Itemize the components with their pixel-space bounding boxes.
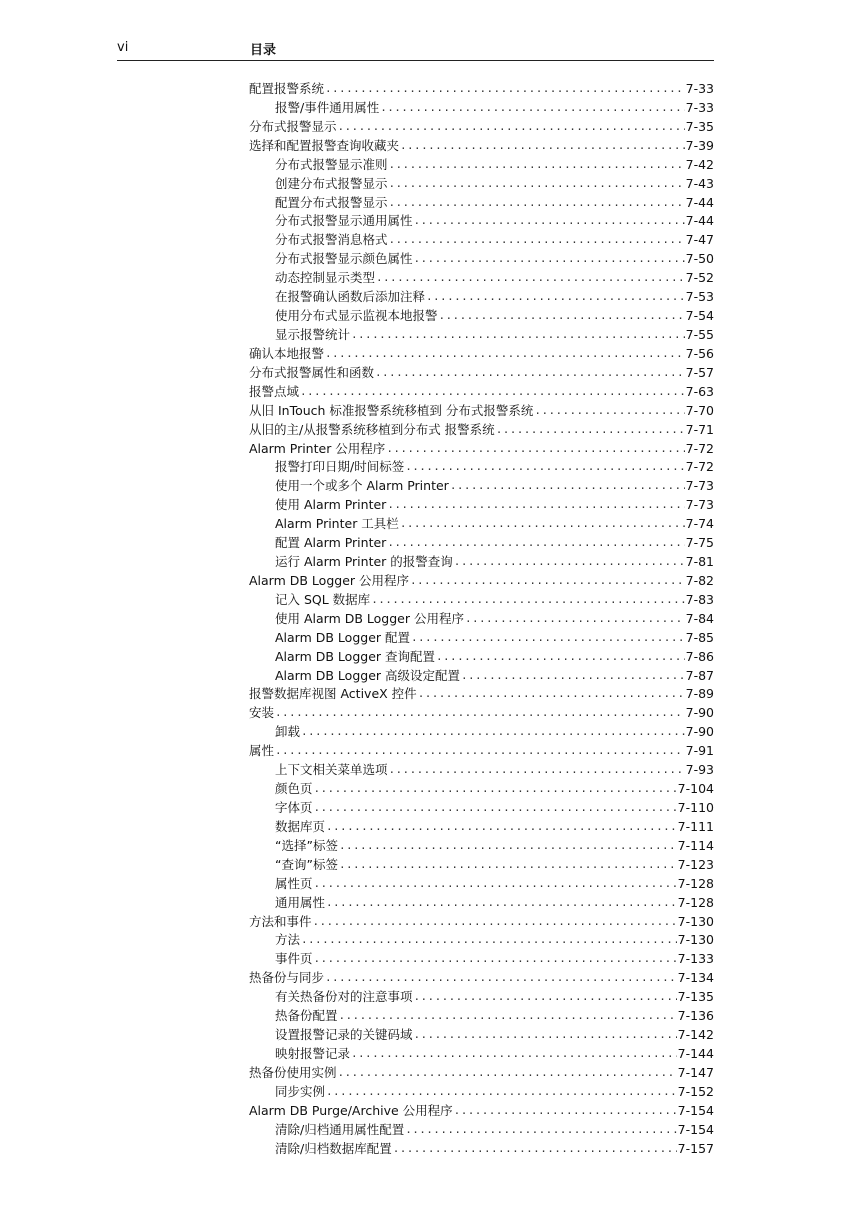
toc-entry-label: 使用 Alarm DB Logger 公用程序 <box>275 610 464 626</box>
dot-leader <box>454 553 685 572</box>
dot-leader <box>389 175 685 194</box>
toc-entry-page: 7-57 <box>685 364 714 380</box>
toc-entry-page: 7-56 <box>685 345 714 361</box>
dot-leader <box>339 856 677 875</box>
toc-entry[interactable] <box>249 629 714 648</box>
toc-entry[interactable] <box>249 875 714 894</box>
toc-entry-page: 7-55 <box>685 326 714 342</box>
toc-entry-page: 7-130 <box>677 932 714 948</box>
toc-entry-page: 7-85 <box>685 629 714 645</box>
toc-entry[interactable] <box>249 326 714 345</box>
dot-leader <box>326 1083 677 1102</box>
toc-entry-label: 设置报警记录的关键码域 <box>275 1027 413 1043</box>
toc-entry-label: 同步实例 <box>275 1083 326 1099</box>
toc-entry[interactable] <box>249 250 714 269</box>
toc-entry-label: 清除/归档通用属性配置 <box>275 1121 405 1137</box>
dot-leader <box>414 212 685 231</box>
toc-entry[interactable] <box>249 761 714 780</box>
toc-entry[interactable] <box>249 742 714 761</box>
toc-entry-label: Alarm DB Purge/Archive 公用程序 <box>249 1102 453 1118</box>
toc-entry-page: 7-42 <box>685 156 714 172</box>
section-title: 目录 <box>250 43 277 58</box>
toc-entry-label: 创建分布式报警显示 <box>275 175 388 191</box>
toc-entry-label: 方法和事件 <box>249 913 312 929</box>
toc-entry-label: Alarm DB Logger 查询配置 <box>275 648 435 664</box>
toc-entry[interactable] <box>249 118 714 137</box>
toc-entry-page: 7-154 <box>677 1121 714 1137</box>
page-number: vi <box>117 40 129 55</box>
toc-entry-page: 7-136 <box>677 1008 714 1024</box>
toc-entry-page: 7-47 <box>685 232 714 248</box>
dot-leader <box>338 1064 677 1083</box>
dot-leader <box>414 988 677 1007</box>
dot-leader <box>393 1140 677 1159</box>
toc-entry[interactable] <box>249 572 714 591</box>
toc-entry-label: 报警/事件通用属性 <box>275 99 380 115</box>
toc-entry[interactable] <box>249 913 714 932</box>
toc-entry[interactable] <box>249 345 714 364</box>
toc-entry-label: “选择”标签 <box>275 837 338 853</box>
dot-leader <box>301 931 677 950</box>
toc-entry-label: 选择和配置报警查询收藏夹 <box>249 137 400 153</box>
toc-entry-page: 7-63 <box>685 383 714 399</box>
toc-entry[interactable] <box>249 931 714 950</box>
dot-leader <box>389 231 685 250</box>
dot-leader <box>380 99 684 118</box>
toc-entry-label: 属性 <box>249 743 275 759</box>
toc-entry[interactable] <box>249 950 714 969</box>
dot-leader <box>389 194 685 213</box>
toc-entry-page: 7-72 <box>685 440 714 456</box>
dot-leader <box>326 818 677 837</box>
toc-entry-page: 7-130 <box>677 913 714 929</box>
dot-leader <box>339 837 677 856</box>
dot-leader <box>387 496 684 515</box>
toc-entry-label: 热备份与同步 <box>249 970 325 986</box>
toc-entry-page: 7-39 <box>685 137 714 153</box>
toc-entry[interactable] <box>249 780 714 799</box>
dot-leader <box>414 250 685 269</box>
toc-entry[interactable] <box>249 212 714 231</box>
toc-entry[interactable] <box>249 269 714 288</box>
dot-leader <box>313 913 677 932</box>
dot-leader <box>275 704 685 723</box>
dot-leader <box>338 118 685 137</box>
dot-leader <box>405 1121 676 1140</box>
toc-entry-page: 7-104 <box>677 781 714 797</box>
toc-entry-label: “查询”标签 <box>275 856 338 872</box>
dot-leader <box>436 648 685 667</box>
dot-leader <box>534 402 684 421</box>
toc-entry-page: 7-144 <box>677 1046 714 1061</box>
toc-entry-label: 热备份使用实例 <box>249 1064 337 1080</box>
toc-entry-page: 7-33 <box>685 99 714 115</box>
toc-entry-page: 7-91 <box>685 743 714 759</box>
dot-leader <box>400 515 685 534</box>
toc-entry-label: 清除/归档数据库配置 <box>275 1140 392 1156</box>
toc-entry-label: 卸载 <box>275 724 301 740</box>
toc-entry-label: 分布式报警显示通用属性 <box>275 213 413 229</box>
table-of-contents <box>249 80 714 1159</box>
toc-entry-page: 7-54 <box>685 308 714 324</box>
toc-entry-page: 7-93 <box>685 762 714 778</box>
toc-entry-label: 热备份配置 <box>275 1008 338 1024</box>
toc-entry-page: 7-33 <box>685 80 714 96</box>
toc-entry-page: 7-90 <box>685 705 714 721</box>
toc-entry[interactable] <box>249 421 714 440</box>
dot-leader <box>351 1045 677 1064</box>
toc-entry[interactable] <box>249 723 714 742</box>
dot-leader <box>389 761 685 780</box>
dot-leader <box>339 1007 677 1026</box>
toc-entry-page: 7-44 <box>685 194 714 210</box>
toc-entry-page: 7-82 <box>685 572 714 588</box>
toc-entry-label: 分布式报警显示准则 <box>275 156 388 172</box>
toc-entry-label: 配置 Alarm Printer <box>275 535 387 551</box>
toc-entry-page: 7-72 <box>685 459 714 475</box>
toc-entry-label: 有关热备份对的注意事项 <box>275 989 413 1005</box>
toc-entry-page: 7-84 <box>685 610 714 626</box>
toc-entry-page: 7-83 <box>685 591 714 607</box>
toc-entry-label: 显示报警统计 <box>275 326 351 342</box>
toc-entry-page: 7-135 <box>677 989 714 1005</box>
toc-entry-label: 安装 <box>249 705 275 721</box>
dot-leader <box>275 742 685 761</box>
toc-entry-label: 通用属性 <box>275 894 326 910</box>
dot-leader <box>325 969 677 988</box>
toc-entry-page: 7-81 <box>685 554 714 570</box>
toc-entry[interactable] <box>249 894 714 913</box>
toc-entry[interactable] <box>249 1121 714 1140</box>
toc-entry-label: 确认本地报警 <box>249 345 325 361</box>
toc-entry[interactable] <box>249 496 714 515</box>
dot-leader <box>450 477 685 496</box>
dot-leader <box>314 875 677 894</box>
toc-entry-page: 7-52 <box>685 270 714 286</box>
toc-entry[interactable] <box>249 402 714 421</box>
toc-entry[interactable] <box>249 818 714 837</box>
page-header <box>117 38 714 61</box>
toc-entry-label: 记入 SQL 数据库 <box>275 591 371 607</box>
toc-entry[interactable] <box>249 1007 714 1026</box>
dot-leader <box>496 421 685 440</box>
dot-leader <box>426 288 685 307</box>
toc-entry[interactable] <box>249 364 714 383</box>
toc-entry-label: Alarm DB Logger 配置 <box>275 629 410 645</box>
dot-leader <box>386 440 684 459</box>
toc-entry-page: 7-154 <box>677 1102 714 1118</box>
dot-leader <box>351 326 685 345</box>
toc-entry[interactable] <box>249 288 714 307</box>
toc-entry-page: 7-75 <box>685 535 714 551</box>
toc-entry-page: 7-87 <box>685 667 714 683</box>
dot-leader <box>300 383 685 402</box>
toc-entry-page: 7-35 <box>685 118 714 134</box>
dot-leader <box>314 950 677 969</box>
toc-entry-page: 7-134 <box>677 970 714 986</box>
toc-entry[interactable] <box>249 648 714 667</box>
toc-entry-label: Alarm Printer 公用程序 <box>249 440 386 456</box>
dot-leader <box>326 894 677 913</box>
toc-entry[interactable] <box>249 1102 714 1121</box>
toc-entry[interactable] <box>249 1083 714 1102</box>
toc-entry-label: 映射报警记录 <box>275 1046 351 1061</box>
dot-leader <box>411 629 685 648</box>
dot-leader <box>371 591 684 610</box>
dot-leader <box>400 137 685 156</box>
toc-entry-label: 上下文相关菜单选项 <box>275 762 388 778</box>
dot-leader <box>325 345 685 364</box>
toc-entry[interactable] <box>249 591 714 610</box>
dot-leader <box>454 1102 677 1121</box>
toc-entry[interactable] <box>249 194 714 213</box>
toc-entry-page: 7-157 <box>677 1140 714 1156</box>
dot-leader <box>410 572 685 591</box>
toc-entry-label: Alarm Printer 工具栏 <box>275 516 399 532</box>
toc-entry-page: 7-70 <box>685 402 714 418</box>
toc-entry-page: 7-128 <box>677 894 714 910</box>
toc-entry[interactable] <box>249 856 714 875</box>
dot-leader <box>414 1026 677 1045</box>
toc-entry-label: Alarm DB Logger 公用程序 <box>249 572 409 588</box>
toc-entry-label: 运行 Alarm Printer 的报警查询 <box>275 554 453 570</box>
toc-entry-page: 7-43 <box>685 175 714 191</box>
dot-leader <box>376 269 685 288</box>
toc-entry[interactable] <box>249 686 714 705</box>
toc-entry-page: 7-147 <box>677 1064 714 1080</box>
toc-entry-page: 7-71 <box>685 421 714 437</box>
toc-entry-label: 报警数据库视图 ActiveX 控件 <box>249 686 417 702</box>
dot-leader <box>439 307 685 326</box>
toc-entry[interactable] <box>249 99 714 118</box>
toc-entry[interactable] <box>249 553 714 572</box>
toc-entry-page: 7-114 <box>677 837 714 853</box>
dot-leader <box>465 610 685 629</box>
toc-entry-label: 数据库页 <box>275 818 326 834</box>
toc-entry-label: Alarm DB Logger 高级设定配置 <box>275 667 460 683</box>
toc-entry[interactable] <box>249 231 714 250</box>
toc-entry-label: 使用一个或多个 Alarm Printer <box>275 478 449 494</box>
toc-entry-label: 从旧 InTouch 标准报警系统移植到 分布式报警系统 <box>249 402 534 418</box>
toc-entry[interactable] <box>249 156 714 175</box>
toc-entry-label: 分布式报警消息格式 <box>275 232 388 248</box>
toc-entry[interactable] <box>249 610 714 629</box>
dot-leader <box>325 80 685 99</box>
toc-entry-page: 7-142 <box>677 1027 714 1043</box>
toc-entry-label: 字体页 <box>275 800 313 816</box>
toc-entry-label: 分布式报警显示颜色属性 <box>275 251 413 267</box>
toc-entry-label: 使用 Alarm Printer <box>275 497 387 513</box>
toc-entry[interactable] <box>249 137 714 156</box>
dot-leader <box>389 156 685 175</box>
toc-entry-label: 从旧的主/从报警系统移植到分布式 报警系统 <box>249 421 495 437</box>
dot-leader <box>314 799 677 818</box>
toc-entry[interactable] <box>249 1045 714 1064</box>
toc-entry-page: 7-73 <box>685 478 714 494</box>
toc-entry-label: 属性页 <box>275 875 313 891</box>
toc-entry-page: 7-50 <box>685 251 714 267</box>
toc-entry-page: 7-89 <box>685 686 714 702</box>
toc-entry[interactable] <box>249 969 714 988</box>
dot-leader <box>387 534 684 553</box>
toc-entry[interactable] <box>249 1064 714 1083</box>
toc-entry-page: 7-111 <box>677 818 714 834</box>
toc-entry-page: 7-128 <box>677 875 714 891</box>
toc-entry-page: 7-53 <box>685 289 714 305</box>
toc-entry-label: 配置报警系统 <box>249 80 325 96</box>
toc-entry[interactable] <box>249 667 714 686</box>
toc-entry[interactable] <box>249 515 714 534</box>
toc-entry[interactable] <box>249 307 714 326</box>
toc-entry-page: 7-86 <box>685 648 714 664</box>
toc-entry-page: 7-123 <box>677 856 714 872</box>
dot-leader <box>418 685 685 704</box>
toc-entry-label: 动态控制显示类型 <box>275 270 376 286</box>
toc-entry-label: 事件页 <box>275 951 313 967</box>
toc-entry[interactable] <box>249 440 714 459</box>
toc-entry-page: 7-90 <box>685 724 714 740</box>
dot-leader <box>461 667 685 686</box>
toc-entry-label: 在报警确认函数后添加注释 <box>275 289 426 305</box>
toc-entry[interactable] <box>249 477 714 496</box>
toc-entry[interactable] <box>249 988 714 1007</box>
toc-entry-page: 7-74 <box>685 516 714 532</box>
toc-entry-label: 分布式报警属性和函数 <box>249 364 375 380</box>
toc-entry-label: 报警点域 <box>249 383 300 399</box>
dot-leader <box>375 364 685 383</box>
toc-entry[interactable] <box>249 458 714 477</box>
toc-entry[interactable] <box>249 175 714 194</box>
toc-entry-label: 分布式报警显示 <box>249 118 337 134</box>
toc-entry-label: 方法 <box>275 932 301 948</box>
dot-leader <box>301 723 685 742</box>
toc-entry-page: 7-110 <box>677 800 714 816</box>
toc-entry-page: 7-152 <box>677 1083 714 1099</box>
toc-entry-label: 配置分布式报警显示 <box>275 194 388 210</box>
toc-entry[interactable] <box>249 534 714 553</box>
toc-entry[interactable] <box>249 799 714 818</box>
toc-entry-page: 7-44 <box>685 213 714 229</box>
dot-leader <box>405 458 684 477</box>
toc-entry-page: 7-73 <box>685 497 714 513</box>
toc-entry-label: 使用分布式显示监视本地报警 <box>275 308 438 324</box>
toc-entry-page: 7-133 <box>677 951 714 967</box>
toc-entry[interactable] <box>249 1026 714 1045</box>
dot-leader <box>314 780 677 799</box>
toc-entry[interactable] <box>249 704 714 723</box>
toc-entry[interactable] <box>249 383 714 402</box>
toc-entry[interactable] <box>249 80 714 99</box>
toc-entry[interactable] <box>249 837 714 856</box>
toc-entry-label: 颜色页 <box>275 781 313 797</box>
toc-entry-label: 报警打印日期/时间标签 <box>275 459 405 475</box>
toc-entry[interactable] <box>249 1140 714 1159</box>
